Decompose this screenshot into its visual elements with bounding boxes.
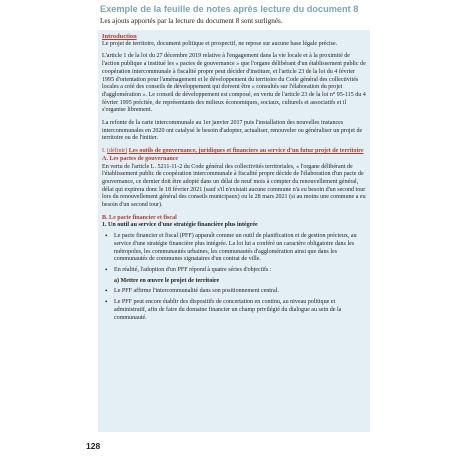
bullet-pff-affirms: • Le PFF affirme l'intercommunalité dans son positionnement central. [102,288,366,296]
section-1a-heading: A. Les pactes de gouvernance [102,155,179,162]
section-1-number: I. [102,148,106,155]
section-1b-sub1: 1. Un outil au service d'une stratégie financière plus intégrée [102,222,258,229]
bullet-pff-concertation: • Le PFF peut encore établir des dispositifs de concertation en continu, au niveau politique et administratif, afin de faire du domaine financier un champ privilégié du dialogue au sein de la communauté. [102,299,366,322]
section-1-heading [102,148,366,156]
section-1-defined: (définir) [107,148,128,155]
intro-paragraph-1: Le projet de territoire, document politique et prospectif, ne repose sur aucune base légale précise. [102,40,338,47]
notes-box [98,30,370,432]
section-1a-text: En vertu de l'article L. 5211-11-2 du Code général des collectivités territoriales, « l'organe délibérant de l'établissement public de coopération intercommunale à fiscalité propre décide de l'élaboration d'un pacte de gouvernance, ce dernier doit être adopté dans un délai de neuf mois à compter du renouvellement général, délai qui expirera donc le 18 février 2021 (sauf s'il n'existait aucune commune n'a eu besoin d'un second tour lors du renouvellement général des conseils municipaux) ou le 28 mars 2021 (si au moins une commune a eu besoin d'un second tour). [102,163,366,209]
intro-paragraph-3: La refonte de la carte intercommunale au 1er janvier 2017 puis l'installation des nouvelles instances intercommunales en 2020 ont catalysé le besoin d'adopter, actualiser, renouveler ou généraliser un projet de territoire ou de l'initier. [102,120,363,142]
page-number: 128 [86,441,101,451]
bullet-objectives: • En réalité, l'adoption d'un PFF répond à quatre séries d'objectifs : [102,267,366,275]
intro-heading: Introduction [102,33,137,40]
section-1-title: Les outils de gouvernance, juridiques et financiers au service d'un futur projet de territoire [128,148,364,155]
subitem-a: a) Mettre en œuvre le projet de territoire [114,277,220,284]
section-1b-heading: B. Le pacte financier et fiscal [102,214,177,221]
page-subtitle: Les ajouts apportés par la lecture du document 8 sont surlignés. [100,17,283,25]
page-title: Exemple de la feuille de notes après lecture du document 8 [100,4,359,14]
bullet-pff-tool: • Le pacte financier et fiscal (PFF) apparaît comme un outil de planification et de gestion précieux, au service d'une stratégie financière plus intégrée. La loi lui a conféré un caractère obligatoire dans les métropoles, les communautés urbaines, les communautés d'agglomération ainsi que dans les communautés de communes signataires d'un contrat de ville. [102,233,366,264]
intro-paragraph-2: L'article 1 de la loi du 27 décembre 2019 relative à l'engagement dans la vie locale et à la proximité de l'action publique a institué les « pactes de gouvernance » que l'organe délibérant d'un établissement public de coopération intercommunale à fiscalité propre peut décider d'instituer, et l'article 23 de la loi du 4 février 1995 d'orientation pour l'aménagement et le développement du territoire du Code général des collectivités locales a créé des conseils de développement qui doivent être « consultés sur l'élaboration du projet d'agglomération ». Le conseil de développement est composé, en vertu de l'article 23 de la loi n° 95-115 du 4 février 1995 précitée, de représentants des milieux économiques, sociaux, culturels et associatifs et il s'organise librement. [102,53,366,114]
